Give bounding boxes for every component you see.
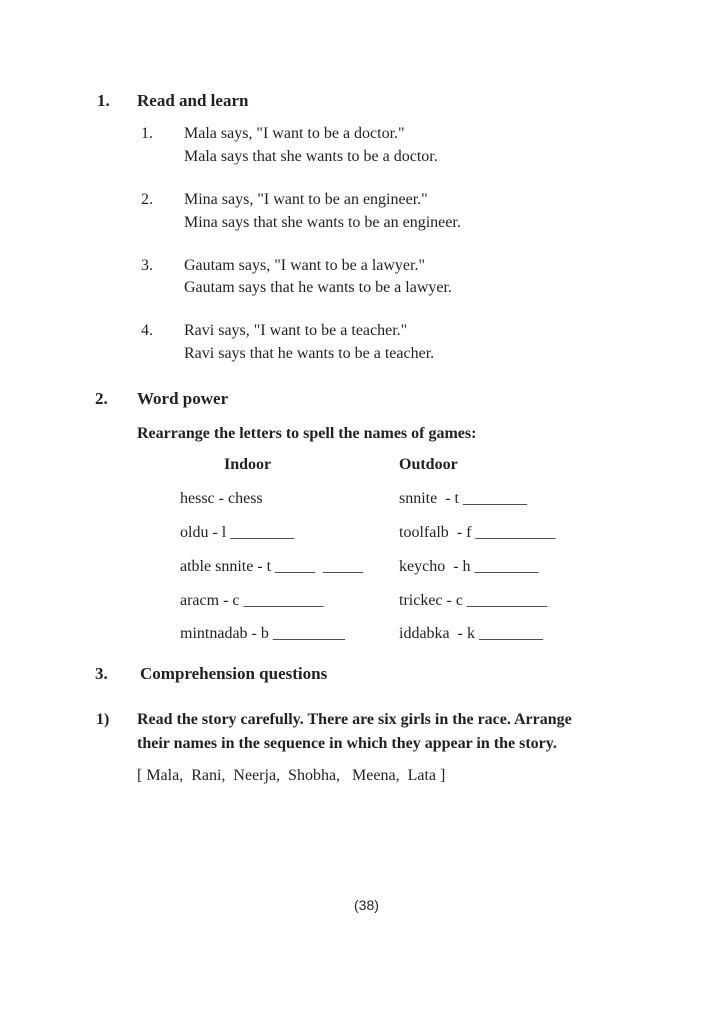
section-3-title: Comprehension questions xyxy=(140,664,328,683)
list-item-reported-speech: Mina says that she wants to be an engineer. xyxy=(184,214,461,231)
list-item-number: 1. xyxy=(141,125,153,142)
section-1-number: 1. xyxy=(97,91,110,110)
outdoor-game-item: snnite - t ________ xyxy=(399,490,527,507)
indoor-game-item: mintnadab - b _________ xyxy=(180,625,345,642)
list-item-reported-speech: Gautam says that he wants to be a lawyer. xyxy=(184,279,452,296)
indoor-game-item: atble snnite - t _____ _____ xyxy=(180,558,364,575)
list-item-number: 3. xyxy=(141,257,153,274)
list-item-number: 2. xyxy=(141,191,153,208)
indoor-game-item: oldu - l ________ xyxy=(180,524,295,541)
section-2-number: 2. xyxy=(95,389,108,408)
question-number: 1) xyxy=(96,711,110,728)
list-item-direct-speech: Ravi says, "I want to be a teacher." xyxy=(184,322,408,339)
list-item-number: 4. xyxy=(141,322,153,339)
list-item-direct-speech: Mala says, "I want to be a doctor." xyxy=(184,125,405,142)
page-number: (38) xyxy=(354,897,379,913)
indoor-game-item: aracm - c __________ xyxy=(180,592,324,609)
outdoor-game-item: iddabka - k ________ xyxy=(399,625,543,642)
list-item-direct-speech: Gautam says, "I want to be a lawyer." xyxy=(184,257,425,274)
outdoor-game-item: trickec - c __________ xyxy=(399,592,547,609)
list-item-reported-speech: Ravi says that he wants to be a teacher. xyxy=(184,345,435,362)
indoor-header: Indoor xyxy=(224,456,272,473)
girls-names-list: [ Mala, Rani, Neerja, Shobha, Meena, Lata ] xyxy=(137,767,446,784)
outdoor-header: Outdoor xyxy=(399,456,458,473)
outdoor-game-item: keycho - h ________ xyxy=(399,558,539,575)
list-item-direct-speech: Mina says, "I want to be an engineer." xyxy=(184,191,428,208)
question-text-line-2: their names in the sequence in which they appear in the story. xyxy=(137,735,557,752)
section-3-number: 3. xyxy=(95,664,108,683)
question-text-line-1: Read the story carefully. There are six girls in the race. Arrange xyxy=(137,711,572,728)
section-2-title: Word power xyxy=(137,389,229,408)
outdoor-game-item: toolfalb - f __________ xyxy=(399,524,556,541)
indoor-game-item: hessc - chess xyxy=(180,490,263,507)
section-1-title: Read and learn xyxy=(137,91,249,110)
word-power-instruction: Rearrange the letters to spell the names of games: xyxy=(137,425,477,442)
list-item-reported-speech: Mala says that she wants to be a doctor. xyxy=(184,148,438,165)
